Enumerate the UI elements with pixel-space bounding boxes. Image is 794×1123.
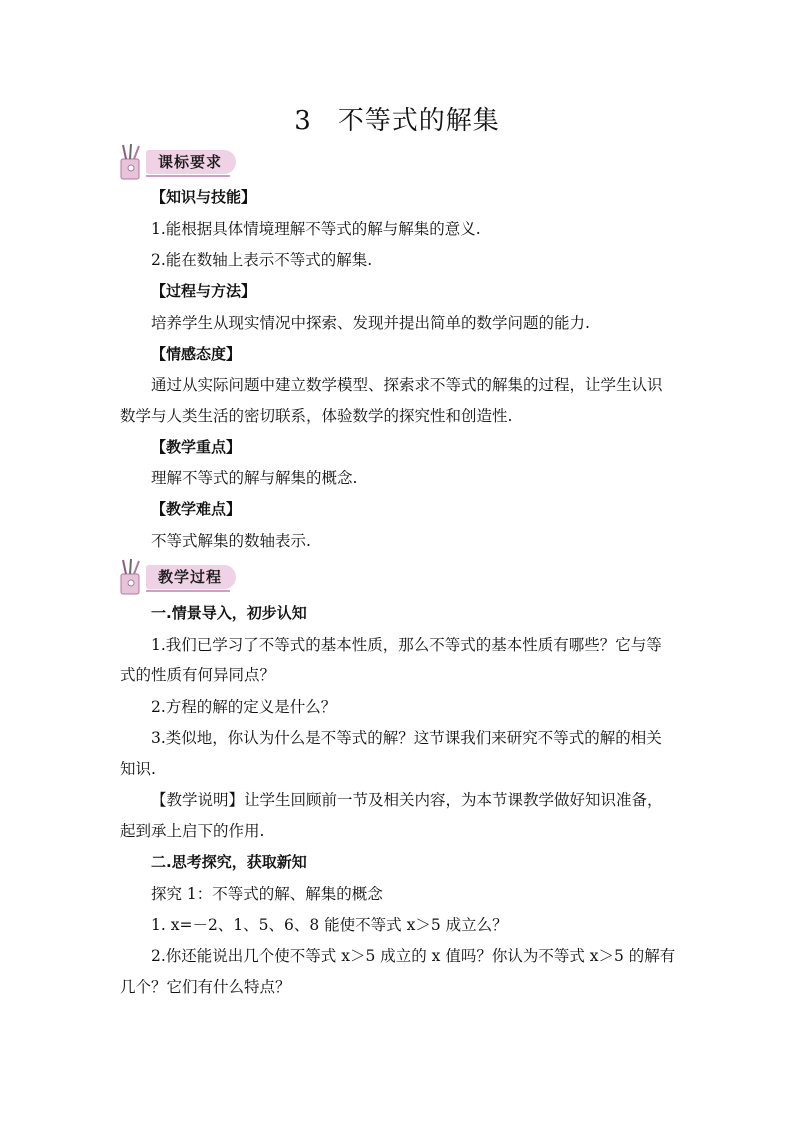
banner-label: 课标要求	[146, 150, 236, 174]
paragraph: 不等式解集的数轴表示.	[151, 532, 311, 550]
paragraph: 3.类似地，你认为什么是不等式的解？这节课我们来研究不等式的解的相关	[151, 729, 662, 747]
banner-label: 教学过程	[146, 565, 236, 589]
paragraph: 通过从实际问题中建立数学模型、探索求不等式的解集的过程，让学生认识	[151, 376, 663, 394]
section-banner-curriculum	[118, 143, 243, 183]
page-title	[0, 100, 794, 137]
paragraph: 探究 1：不等式的解、解集的概念	[151, 885, 383, 903]
heading-explore: 二.思考探究，获取新知	[151, 853, 307, 871]
paragraph: 2.能在数轴上表示不等式的解集.	[151, 251, 373, 269]
heading-teaching-difficulties: 【教学难点】	[151, 500, 242, 518]
paragraph: 培养学生从现实情况中探索、发现并提出简单的数学问题的能力.	[151, 314, 590, 332]
teaching-note: 起到承上启下的作用.	[120, 822, 265, 840]
heading-teaching-key-points: 【教学重点】	[151, 438, 242, 456]
heading-process-methods: 【过程与方法】	[151, 282, 257, 300]
paragraph: 式的性质有何异同点？	[120, 666, 276, 684]
paragraph: 1.能根据具体情境理解不等式的解与解集的意义.	[151, 220, 481, 238]
paragraph: 2.方程的解的定义是什么？	[151, 698, 337, 716]
paragraph: 理解不等式的解与解集的概念.	[151, 469, 358, 487]
section-banner-teaching-process	[118, 558, 243, 598]
teaching-note: 【教学说明】让学生回顾前一节及相关内容，为本节课教学做好知识准备，	[151, 791, 663, 809]
heading-knowledge-skills: 【知识与技能】	[151, 188, 257, 206]
paragraph: 知识.	[120, 760, 156, 778]
title-number: 3	[294, 106, 312, 136]
paragraph: 2.你还能说出几个使不等式 x＞5 成立的 x 值吗？你认为不等式 x＞5 的解有	[151, 947, 676, 965]
heading-emotional-attitude: 【情感态度】	[151, 345, 242, 363]
paragraph: 数学与人类生活的密切联系，体验数学的探究性和创造性.	[120, 407, 513, 425]
title-text: 不等式的解集	[337, 106, 500, 136]
paragraph: 1. x=－2、1、5、6、8 能使不等式 x＞5 成立么？	[151, 916, 508, 934]
paragraph: 几个？它们有什么特点？	[120, 978, 291, 996]
paragraph: 1.我们已学习了不等式的基本性质，那么不等式的基本性质有哪些？它与等	[151, 636, 662, 654]
heading-scenario-intro: 一.情景导入，初步认知	[151, 604, 307, 622]
